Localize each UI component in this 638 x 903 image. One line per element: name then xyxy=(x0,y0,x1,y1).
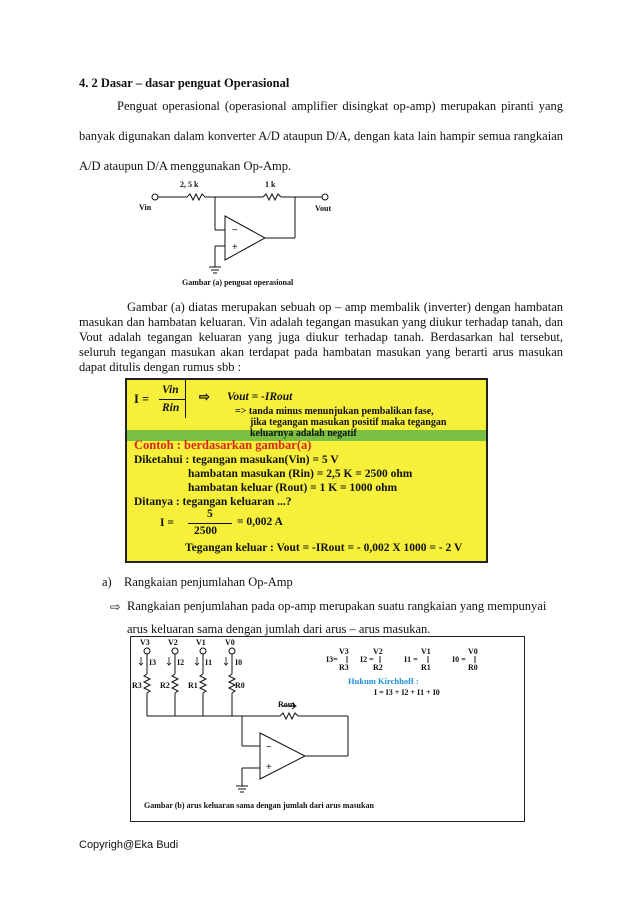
i1-label: I1 xyxy=(205,658,213,667)
given-vin: Diketahui : tegangan masukan(Vin) = 5 V xyxy=(134,454,339,466)
figure-b-caption: Gambar (b) arus keluaran sama dengan jumlah dari arus masukan xyxy=(144,801,374,810)
note-line-2: jika tegangan masukan positif maka tegangan xyxy=(250,417,447,428)
given-rin: hambatan masukan (Rin) = 2,5 K = 2500 ohm xyxy=(188,468,413,480)
calc-bar xyxy=(188,523,232,524)
rin-label: 2, 5 k xyxy=(180,180,199,189)
given-rout: hambatan keluar (Rout) = 1 K = 1000 ohm xyxy=(188,482,398,494)
minus-sign: − xyxy=(266,742,272,753)
explanation-paragraph: Gambar (a) diatas merupakan sebuah op – amp membalik (inverter) dengan hambatan masukan dan hambatan keluaran. Vin adalah tegangan masukan yang diukur terhadap tanah, dan Vout adalah tegangan keluaran yang juga diukur terhadap tanah. Berdasarkan hal tersebut, seluruh tegangan masukan akan terdapat pada hambatan masukan yang berarti arus masukan dapat ditulis dengan rumus sbb : xyxy=(79,300,563,374)
current-eq-bar xyxy=(159,399,185,400)
bullet-arrow-icon: ⇨ xyxy=(110,600,121,614)
calc-result: = 0,002 A xyxy=(237,516,283,528)
list-text-line-2: arus keluaran sama dengan jumlah dari arus – arus masukan. xyxy=(127,622,431,636)
formula-box xyxy=(125,378,488,563)
r0-label: R0 xyxy=(235,681,245,690)
summing-amplifier-figure xyxy=(130,636,525,822)
plus-sign: + xyxy=(232,242,238,253)
minus-sign: − xyxy=(232,225,238,236)
current-eq-divider xyxy=(185,380,186,418)
calc-lhs: I = xyxy=(160,517,174,529)
v0-label: V0 xyxy=(225,638,235,647)
calc-den: 2500 xyxy=(194,525,217,537)
output-voltage-line: Tegangan keluar : Vout = -IRout = - 0,002 X 1000 = - 2 V xyxy=(185,542,463,554)
i2-label: I2 xyxy=(177,658,185,667)
intro-paragraph: Penguat operasional (operasional amplifier disingkat op-amp) merupakan piranti yang banyak digunakan dalam konverter A/D ataupun D/A, dengan kata lain hampir semua rangkaian A/D ataupun D/A menggunakan Op-Amp. xyxy=(79,99,563,173)
formula-i0-num: V0 xyxy=(468,647,478,656)
copyright-footer: Copyrigh@Eka Budi xyxy=(79,839,179,851)
current-eq-lhs: I = xyxy=(134,392,150,406)
section-heading: 4. 2 Dasar – dasar penguat Operasional xyxy=(79,76,290,90)
kirchhoff-equation: I = I3 + I2 + I1 + I0 xyxy=(374,688,440,697)
r1-label: R1 xyxy=(188,681,198,690)
formula-i3-num: V3 xyxy=(339,647,349,656)
asked-line: Ditanya : tegangan keluaran ...? xyxy=(134,496,292,508)
r2-label: R2 xyxy=(160,681,170,690)
note-line-3: keluarnya adalah negatif xyxy=(250,428,357,439)
formula-i0-lhs: I0 = xyxy=(452,655,466,664)
arrow-icon: ⇨ xyxy=(199,389,210,404)
i0-label: I0 xyxy=(235,658,243,667)
figure-a-caption: Gambar (a) penguat operasional xyxy=(182,278,294,287)
v2-label: V2 xyxy=(168,638,178,647)
formula-i3-lhs: I3= xyxy=(326,655,338,664)
list-title: Rangkaian penjumlahan Op-Amp xyxy=(124,575,293,589)
inverting-amplifier-figure xyxy=(135,170,365,295)
v1-label: V1 xyxy=(196,638,206,647)
r3-label: R3 xyxy=(132,681,142,690)
list-marker: a) xyxy=(102,575,112,589)
formula-i2-num: V2 xyxy=(373,647,383,656)
rout-label: 1 k xyxy=(265,180,276,189)
example-title: Contoh : berdasarkan gambar(a) xyxy=(134,438,312,452)
plus-sign: + xyxy=(266,762,272,773)
rout-label: Rout xyxy=(278,700,295,709)
formula-i3-den: R3 xyxy=(339,663,349,672)
note-line-1: => tanda minus menunjukan pembalikan fase, xyxy=(235,406,434,417)
formula-i1-lhs: I1 = xyxy=(404,655,418,664)
vout-label: Vout xyxy=(315,204,332,213)
formula-i1-num: V1 xyxy=(421,647,431,656)
formula-i2-lhs: I2 = xyxy=(360,655,374,664)
i3-label: I3 xyxy=(149,658,157,667)
calc-num: 5 xyxy=(207,508,213,520)
formula-i1-den: R1 xyxy=(421,663,431,672)
current-eq-num: Vin xyxy=(162,384,179,396)
current-eq-den: Rin xyxy=(162,402,180,414)
kirchhoff-title: Hukum Kirchhoff : xyxy=(348,676,419,686)
formula-i0-den: R0 xyxy=(468,663,478,672)
list-text-line-1: Rangkaian penjumlahan pada op-amp merupakan suatu rangkaian yang mempunyai xyxy=(127,599,547,613)
vin-label: Vin xyxy=(139,203,152,212)
vout-eq: Vout = -IRout xyxy=(227,391,293,403)
formula-i2-den: R2 xyxy=(373,663,383,672)
v3-label: V3 xyxy=(140,638,150,647)
